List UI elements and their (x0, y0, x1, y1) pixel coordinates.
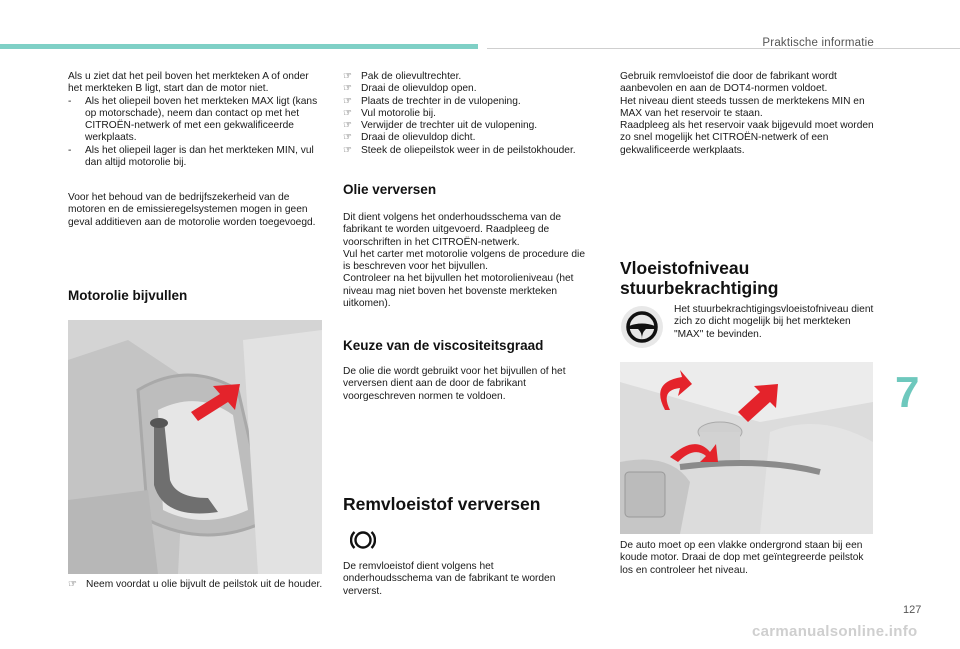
list-item: ☞ Pak de olievultrechter. (343, 71, 462, 82)
heading-viscositeitsgraad: Keuze van de viscositeitsgraad (343, 338, 544, 353)
col1-additives-text: Voor het behoud van de bedrijfszekerheid van de motoren en de emissieregelsystemen mogen in geen geval additieven aan de motorolie worden toegevoegd. (68, 192, 316, 228)
pointing-hand-icon: ☞ (68, 579, 78, 590)
pointing-hand-icon: ☞ (343, 83, 353, 95)
header-accent-bar (0, 44, 478, 49)
list-item: ☞ Plaats de trechter in de vulopening. (343, 95, 521, 107)
watermark: carmanualsonline.info (752, 623, 918, 640)
brake-fluid-intro: Gebruik remvloeistof die door de fabrikant wordt aanbevolen en aan de DOT4-normen voldoet. Het niveau dient steeds tussen de merktekens MIN en MAX van het reservoir te staan. Raadpleeg als het reservoir vaak bijgevuld moet worden zo snel mogelijk het CITROËN-netwerk of een gekwalificeerde werkplaats. (620, 71, 874, 156)
col1-intro-block (68, 71, 324, 169)
section-title: Praktische informatie (762, 37, 874, 49)
pointing-hand-icon: ☞ (343, 144, 353, 156)
oil-change-text: Dit dient volgens het onderhoudsschema van de fabrikant te worden uitgevoerd. Raadpleeg de voorschriften in het CITROËN-netwerk. Vul het carter met motorolie volgens de procedure die is beschreven voor het bijvullen. Controleer na het bijvullen het motorolieniveau (het niveau mag niet boven het bovenste merkteken uitkomen). (343, 212, 585, 310)
heading-motorolie-bijvullen: Motorolie bijvullen (68, 288, 188, 303)
header-divider (487, 48, 960, 49)
col1-dash-list (68, 96, 324, 170)
list-item: ☞ Steek de oliepeilstok weer in de peilstokhouder. (343, 144, 576, 156)
heading-stuurbekrachtiging (620, 258, 779, 298)
reservoir-photo-illustration (620, 362, 873, 534)
pointing-hand-icon: ☞ (343, 107, 353, 119)
list-item: ☞ Draai de olievuldop open. (343, 83, 477, 95)
list-item: ☞ Draai de olievuldop dicht. (343, 132, 476, 144)
brake-change-text: De remvloeistof dient volgens het onderhoudsschema van de fabrikant te worden ververst. (343, 561, 556, 597)
list-item: ☞ Neem voordat u olie bijvult de peilstok uit de houder. (68, 579, 323, 590)
page-number: 127 (903, 604, 922, 616)
pointing-hand-icon: ☞ (343, 71, 353, 82)
pointing-hand-icon: ☞ (343, 95, 353, 107)
col1-intro: Als u ziet dat het peil boven het merkteken A of onder het merkteken B ligt, start dan de motor niet. (68, 71, 309, 95)
viscosity-text: De olie die wordt gebruikt voor het bijvullen of het verversen dient aan de door de fabrikant voorgeschreven normen te voldoen. (343, 366, 566, 402)
heading-remvloeistof-verversen: Remvloeistof verversen (343, 494, 541, 514)
engine-oil-filler-photo (68, 320, 322, 574)
steering-fluid-text: Het stuurbekrachtigingsvloeistofniveau dient zich zo dicht mogelijk bij het merkteken "MAX" te bevinden. (674, 304, 874, 340)
steering-reservoir-photo (620, 362, 873, 534)
engine-photo-illustration (68, 320, 322, 574)
list-item: ☞ Verwijder de trechter uit de vulopening. (343, 120, 538, 132)
list-item: ☞ Vul motorolie bij. (343, 107, 436, 119)
pointing-hand-icon: ☞ (343, 132, 353, 144)
heading-line-1: Vloeistofniveau (620, 258, 750, 278)
pointing-hand-icon: ☞ (343, 120, 353, 132)
brake-warning-icon (350, 527, 376, 558)
steering-wheel-icon (620, 305, 664, 349)
list-item: - Als het oliepeil lager is dan het merkteken MIN, vul dan altijd motorolie bij. (68, 144, 314, 169)
check-level-text: De auto moet op een vlakke ondergrond staan bij een koude motor. Draai de dop met geïntegreerde peilstok los en controleer het niveau. (620, 540, 864, 576)
heading-olie-verversen: Olie verversen (343, 182, 437, 197)
heading-line-2: stuurbekrachtiging (620, 278, 779, 298)
col2-bullet-list (343, 71, 595, 157)
list-item: - Als het oliepeil boven het merkteken MAX ligt (kans op motorschade), neem dan contact op met het CITROËN-netwerk of met een gekwalificeerde werkplaats. (68, 95, 318, 144)
col1-bullet-list (68, 579, 324, 591)
chapter-number: 7 (895, 368, 920, 417)
